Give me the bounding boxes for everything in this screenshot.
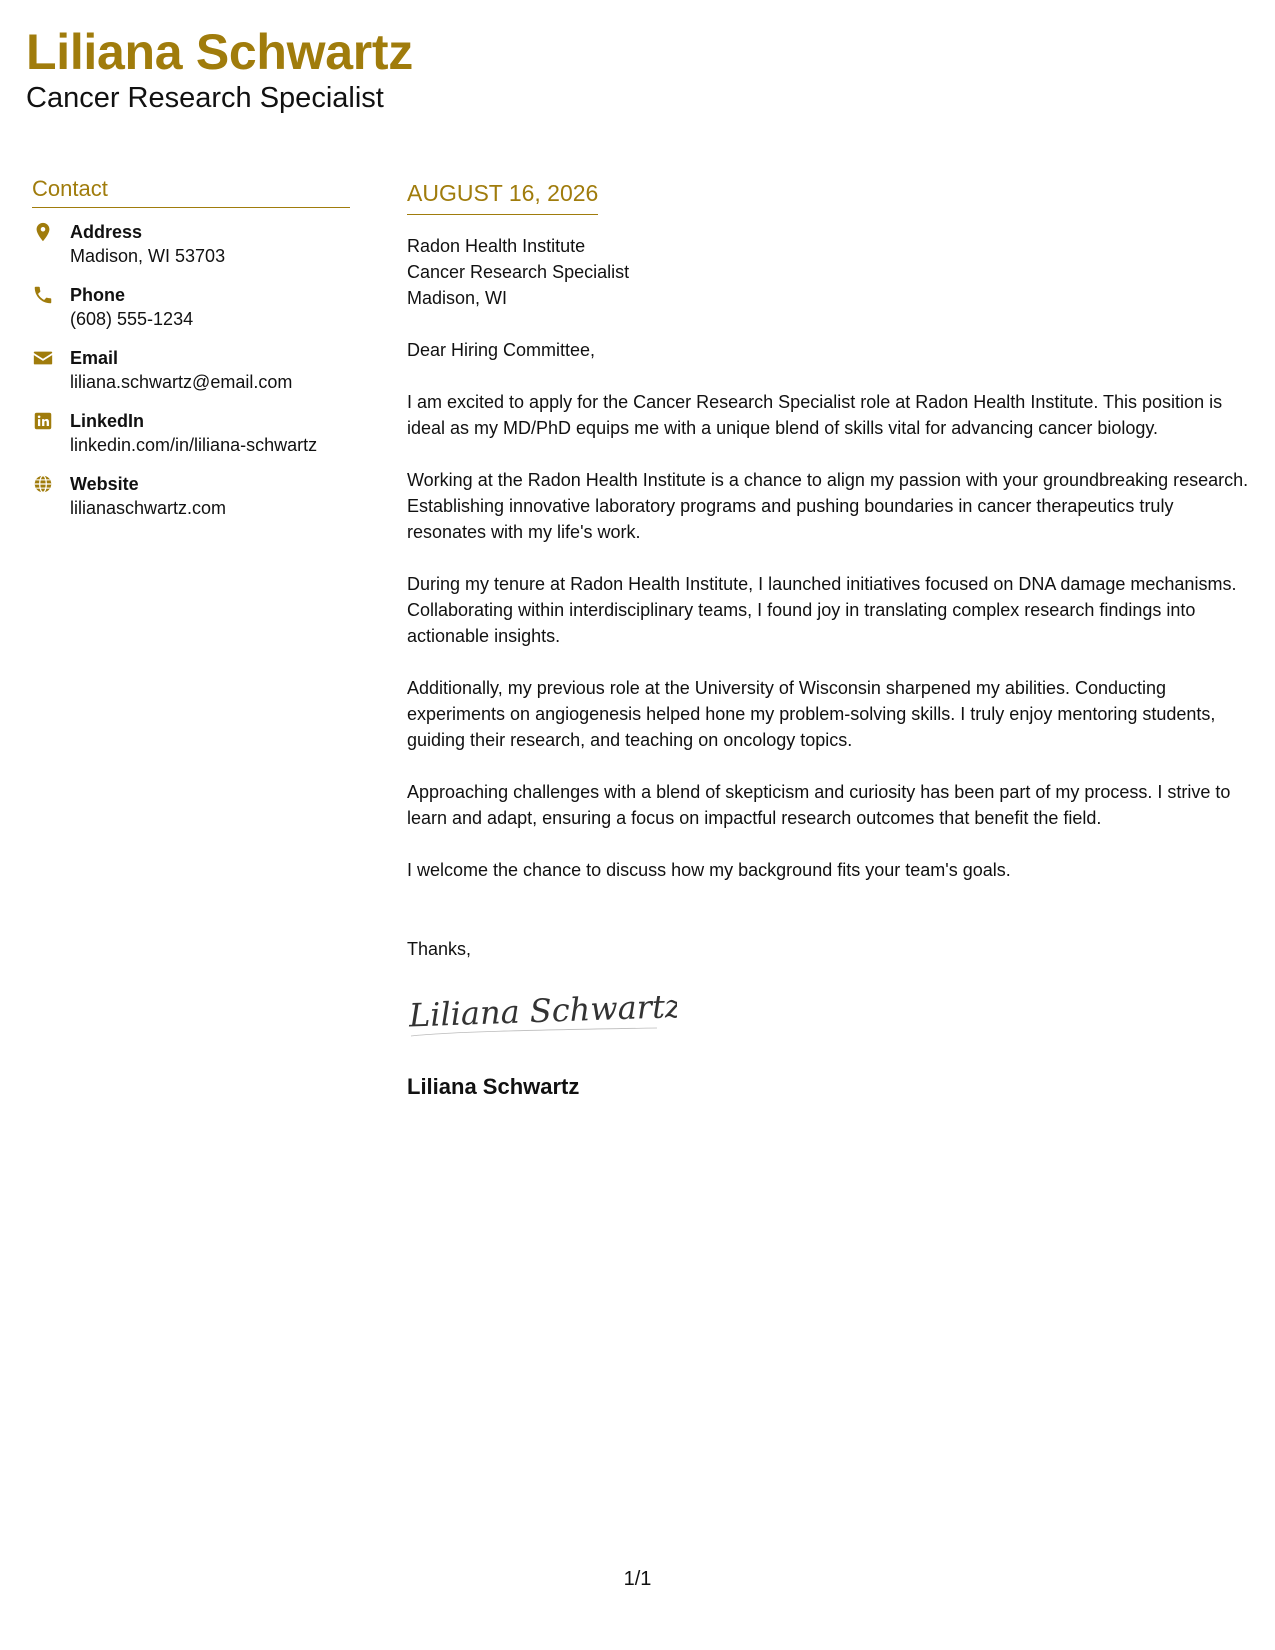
applicant-role: Cancer Research Specialist <box>26 82 384 114</box>
letter-paragraph: I am excited to apply for the Cancer Research Specialist role at Radon Health Institute. This position is ideal as my MD/PhD equips me with a unique blend of skills vital for advancing cancer biology. <box>407 392 1223 438</box>
letter-date: AUGUST 16, 2026 <box>407 178 598 215</box>
recipient-block <box>407 233 1255 311</box>
applicant-name: Liliana Schwartz <box>26 24 413 80</box>
phone-icon <box>32 284 54 306</box>
contact-item-phone <box>32 283 350 331</box>
contact-label: LinkedIn <box>70 411 145 431</box>
contact-label: Address <box>70 222 143 242</box>
page-indicator: 1/1 <box>623 1568 652 1590</box>
letter-paragraph: Additionally, my previous role at the University of Wisconsin sharpened my abilities. Conducting experiments on angiogenesis helped hone my problem-solving skills. I truly enjoy mentoring students, guiding their research, and teaching on oncology topics. <box>407 678 1216 750</box>
closing: Thanks, <box>407 939 472 959</box>
linkedin-icon <box>32 410 54 432</box>
globe-icon <box>32 473 54 495</box>
letter-paragraph: Approaching challenges with a blend of skepticism and curiosity has been part of my process. I strive to learn and adapt, ensuring a focus on impactful research outcomes that benefit the field. <box>407 782 1231 828</box>
contact-item-linkedin <box>32 409 350 457</box>
letter-paragraph: I welcome the chance to discuss how my background fits your team's goals. <box>407 860 1011 880</box>
letter-body <box>407 178 1255 1101</box>
signature-image <box>407 984 677 1044</box>
recipient-position: Cancer Research Specialist <box>407 262 630 282</box>
recipient-location: Madison, WI <box>407 288 508 308</box>
contact-label: Phone <box>70 285 126 305</box>
letter-paragraph: Working at the Radon Health Institute is a chance to align my passion with your groundbreaking research. Establishing innovative laboratory programs and pushing boundaries in cancer therapeutics truly resonates with my life's work. <box>407 470 1249 542</box>
signed-name: Liliana Schwartz <box>407 1074 580 1099</box>
svg-text:Liliana Schwartz: Liliana Schwartz <box>408 986 677 1035</box>
contact-section-title: Contact <box>32 175 350 208</box>
salutation: Dear Hiring Committee, <box>407 340 596 360</box>
contact-label: Website <box>70 474 139 494</box>
contact-value: linkedin.com/in/liliana-schwartz <box>70 435 318 455</box>
contact-value: (608) 555-1234 <box>70 309 194 329</box>
contact-value: Madison, WI 53703 <box>70 246 226 266</box>
contact-value: lilianaschwartz.com <box>70 498 227 518</box>
contact-item-email <box>32 346 350 394</box>
map-pin-icon <box>32 221 54 243</box>
contact-item-website <box>32 472 350 520</box>
contact-label: Email <box>70 348 119 368</box>
letter-paragraph: During my tenure at Radon Health Institute, I launched initiatives focused on DNA damage mechanisms. Collaborating within interdisciplinary teams, I found joy in translating complex research findings into actionable insights. <box>407 574 1237 646</box>
contact-item-address <box>32 220 350 268</box>
contact-list <box>32 220 350 520</box>
contact-sidebar <box>32 175 350 535</box>
recipient-organization: Radon Health Institute <box>407 236 586 256</box>
envelope-icon <box>32 347 54 369</box>
header <box>26 24 413 116</box>
contact-value: liliana.schwartz@email.com <box>70 372 293 392</box>
